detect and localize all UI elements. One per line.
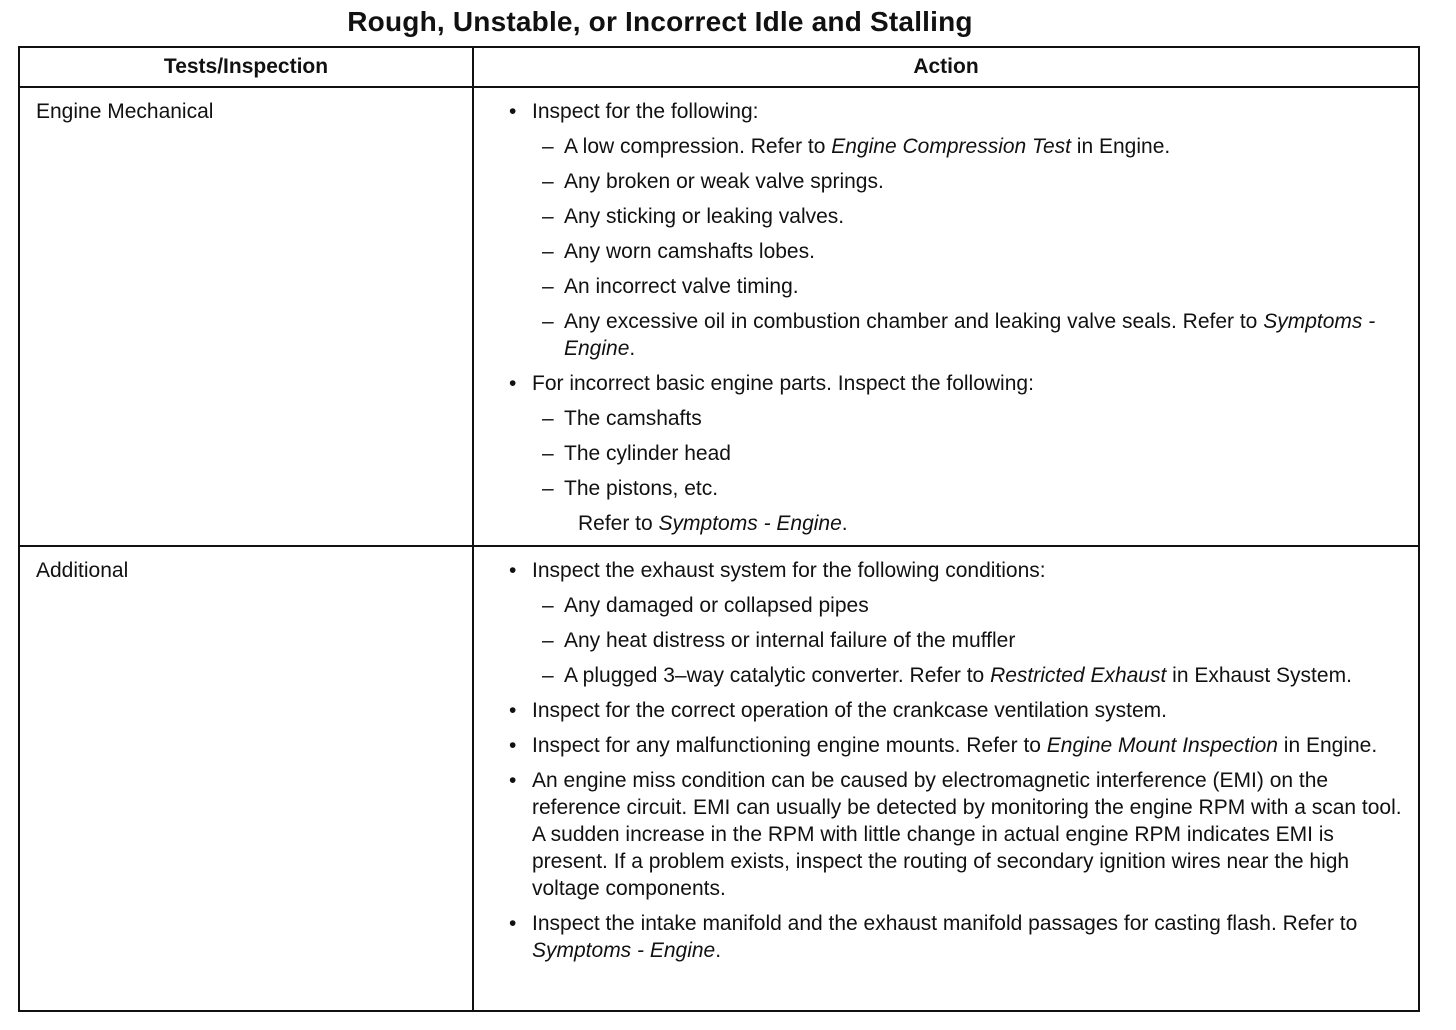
dash-item: – The cylinder head bbox=[474, 440, 1408, 467]
dash-item: – The camshafts bbox=[474, 405, 1408, 432]
header-action: Action bbox=[473, 47, 1419, 87]
dash-item: – Any broken or weak valve springs. bbox=[474, 168, 1408, 195]
dash-item: – Any sticking or leaking valves. bbox=[474, 203, 1408, 230]
reference-note: Refer to Symptoms - Engine. bbox=[578, 512, 848, 535]
bullet-item: • An engine miss condition can be caused by electromagnetic interference (EMI) on the reference circuit. EMI can usually be detected by monitoring the engine RPM with a scan tool. A sudden increase in the RPM with little change in actual engine RPM indicates EMI is present. If a problem exists, inspect the routing of secondary ignition wires near the high voltage components. bbox=[474, 767, 1408, 902]
bullet-item: • Inspect the exhaust system for the following conditions: bbox=[474, 557, 1408, 584]
bullet-item: • Inspect for the correct operation of the crankcase ventilation system. bbox=[474, 697, 1408, 724]
diagnostic-table bbox=[18, 46, 1420, 1012]
table-row bbox=[19, 546, 1419, 1011]
dash-item: – Any damaged or collapsed pipes bbox=[474, 592, 1408, 619]
bullet-item: • Inspect the intake manifold and the exhaust manifold passages for casting flash. Refer to Symptoms - Engine. bbox=[474, 910, 1408, 964]
bullet-item: • Inspect for any malfunctioning engine mounts. Refer to Engine Mount Inspection in Engine. bbox=[474, 732, 1408, 759]
dash-item: – The pistons, etc. bbox=[474, 475, 1408, 502]
bullet-item: • Inspect for the following: bbox=[474, 98, 1408, 125]
dash-item: – A plugged 3–way catalytic converter. Refer to Restricted Exhaust in Exhaust System. bbox=[474, 662, 1408, 689]
test-cell: Additional bbox=[19, 546, 473, 1011]
header-row bbox=[19, 47, 1419, 87]
page-title: Rough, Unstable, or Incorrect Idle and Stalling bbox=[347, 6, 973, 37]
bullet-item: • For incorrect basic engine parts. Inspect the following: bbox=[474, 370, 1408, 397]
dash-item: – Any heat distress or internal failure of the muffler bbox=[474, 627, 1408, 654]
action-cell bbox=[473, 87, 1419, 546]
dash-item: – Any excessive oil in combustion chamber and leaking valve seals. Refer to Symptoms - Engine. bbox=[474, 308, 1408, 362]
action-cell bbox=[473, 546, 1419, 1011]
dash-item: – An incorrect valve timing. bbox=[474, 273, 1408, 300]
dash-item: – A low compression. Refer to Engine Compression Test in Engine. bbox=[474, 133, 1408, 160]
dash-item: – Any worn camshafts lobes. bbox=[474, 238, 1408, 265]
table-row bbox=[19, 87, 1419, 546]
header-tests: Tests/Inspection bbox=[19, 47, 473, 87]
test-cell: Engine Mechanical bbox=[19, 87, 473, 546]
